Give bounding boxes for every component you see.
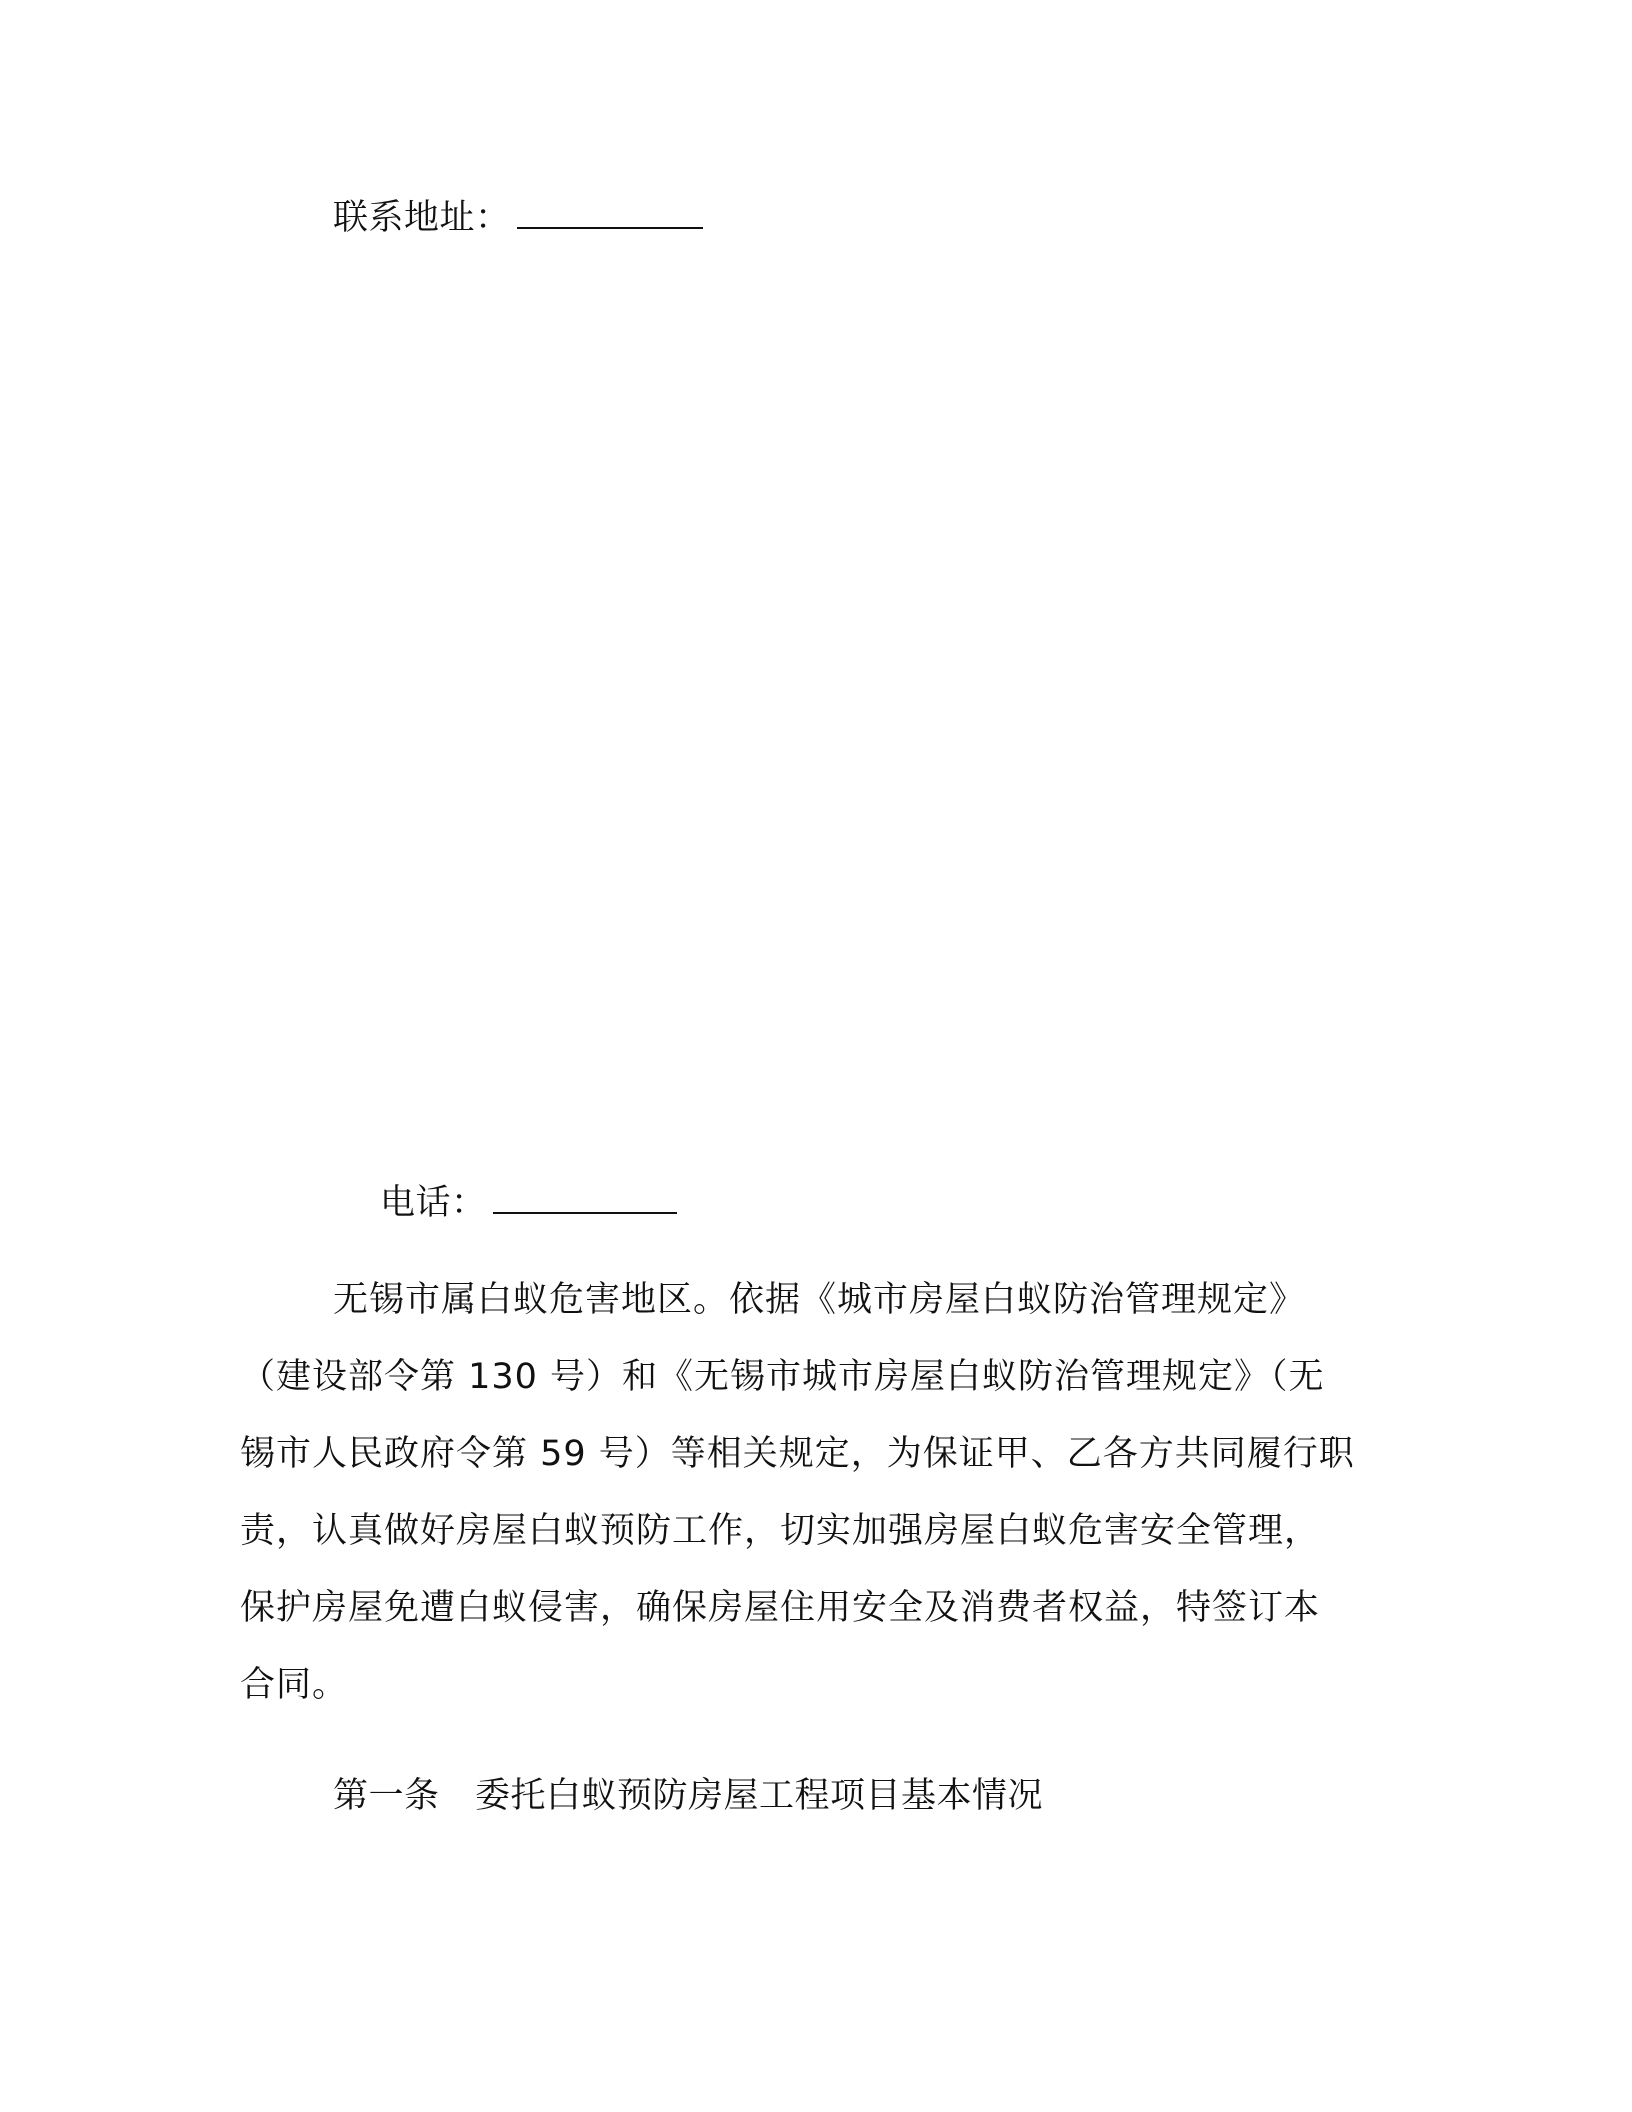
preamble-line: 保护房屋免遭白蚁侵害，确保房屋住用安全及消费者权益，特签订本 — [240, 1588, 1321, 1628]
contact-address-field — [333, 196, 703, 240]
preamble-line: 责，认真做好房屋白蚁预防工作，切实加强房屋白蚁危害安全管理， — [240, 1511, 1321, 1551]
contact-address-blank[interactable] — [517, 197, 703, 229]
contact-address-label: 联系地址： — [333, 198, 511, 238]
article-1-heading: 第一条 委托白蚁预防房屋工程项目基本情况 — [333, 1776, 1044, 1816]
preamble-line: 无锡市属白蚁危害地区。依据《城市房屋白蚁防治管理规定》 — [333, 1280, 1306, 1320]
preamble-line: 合同。 — [240, 1665, 349, 1705]
phone-label: 电话： — [380, 1183, 487, 1223]
phone-blank[interactable] — [493, 1182, 677, 1214]
preamble-line: 锡市人民政府令第 59 号）等相关规定，为保证甲、乙各方共同履行职 — [240, 1434, 1355, 1474]
preamble-line: （建设部令第 130 号）和《无锡市城市房屋白蚁防治管理规定》（无 — [240, 1357, 1325, 1397]
phone-field — [380, 1181, 677, 1225]
